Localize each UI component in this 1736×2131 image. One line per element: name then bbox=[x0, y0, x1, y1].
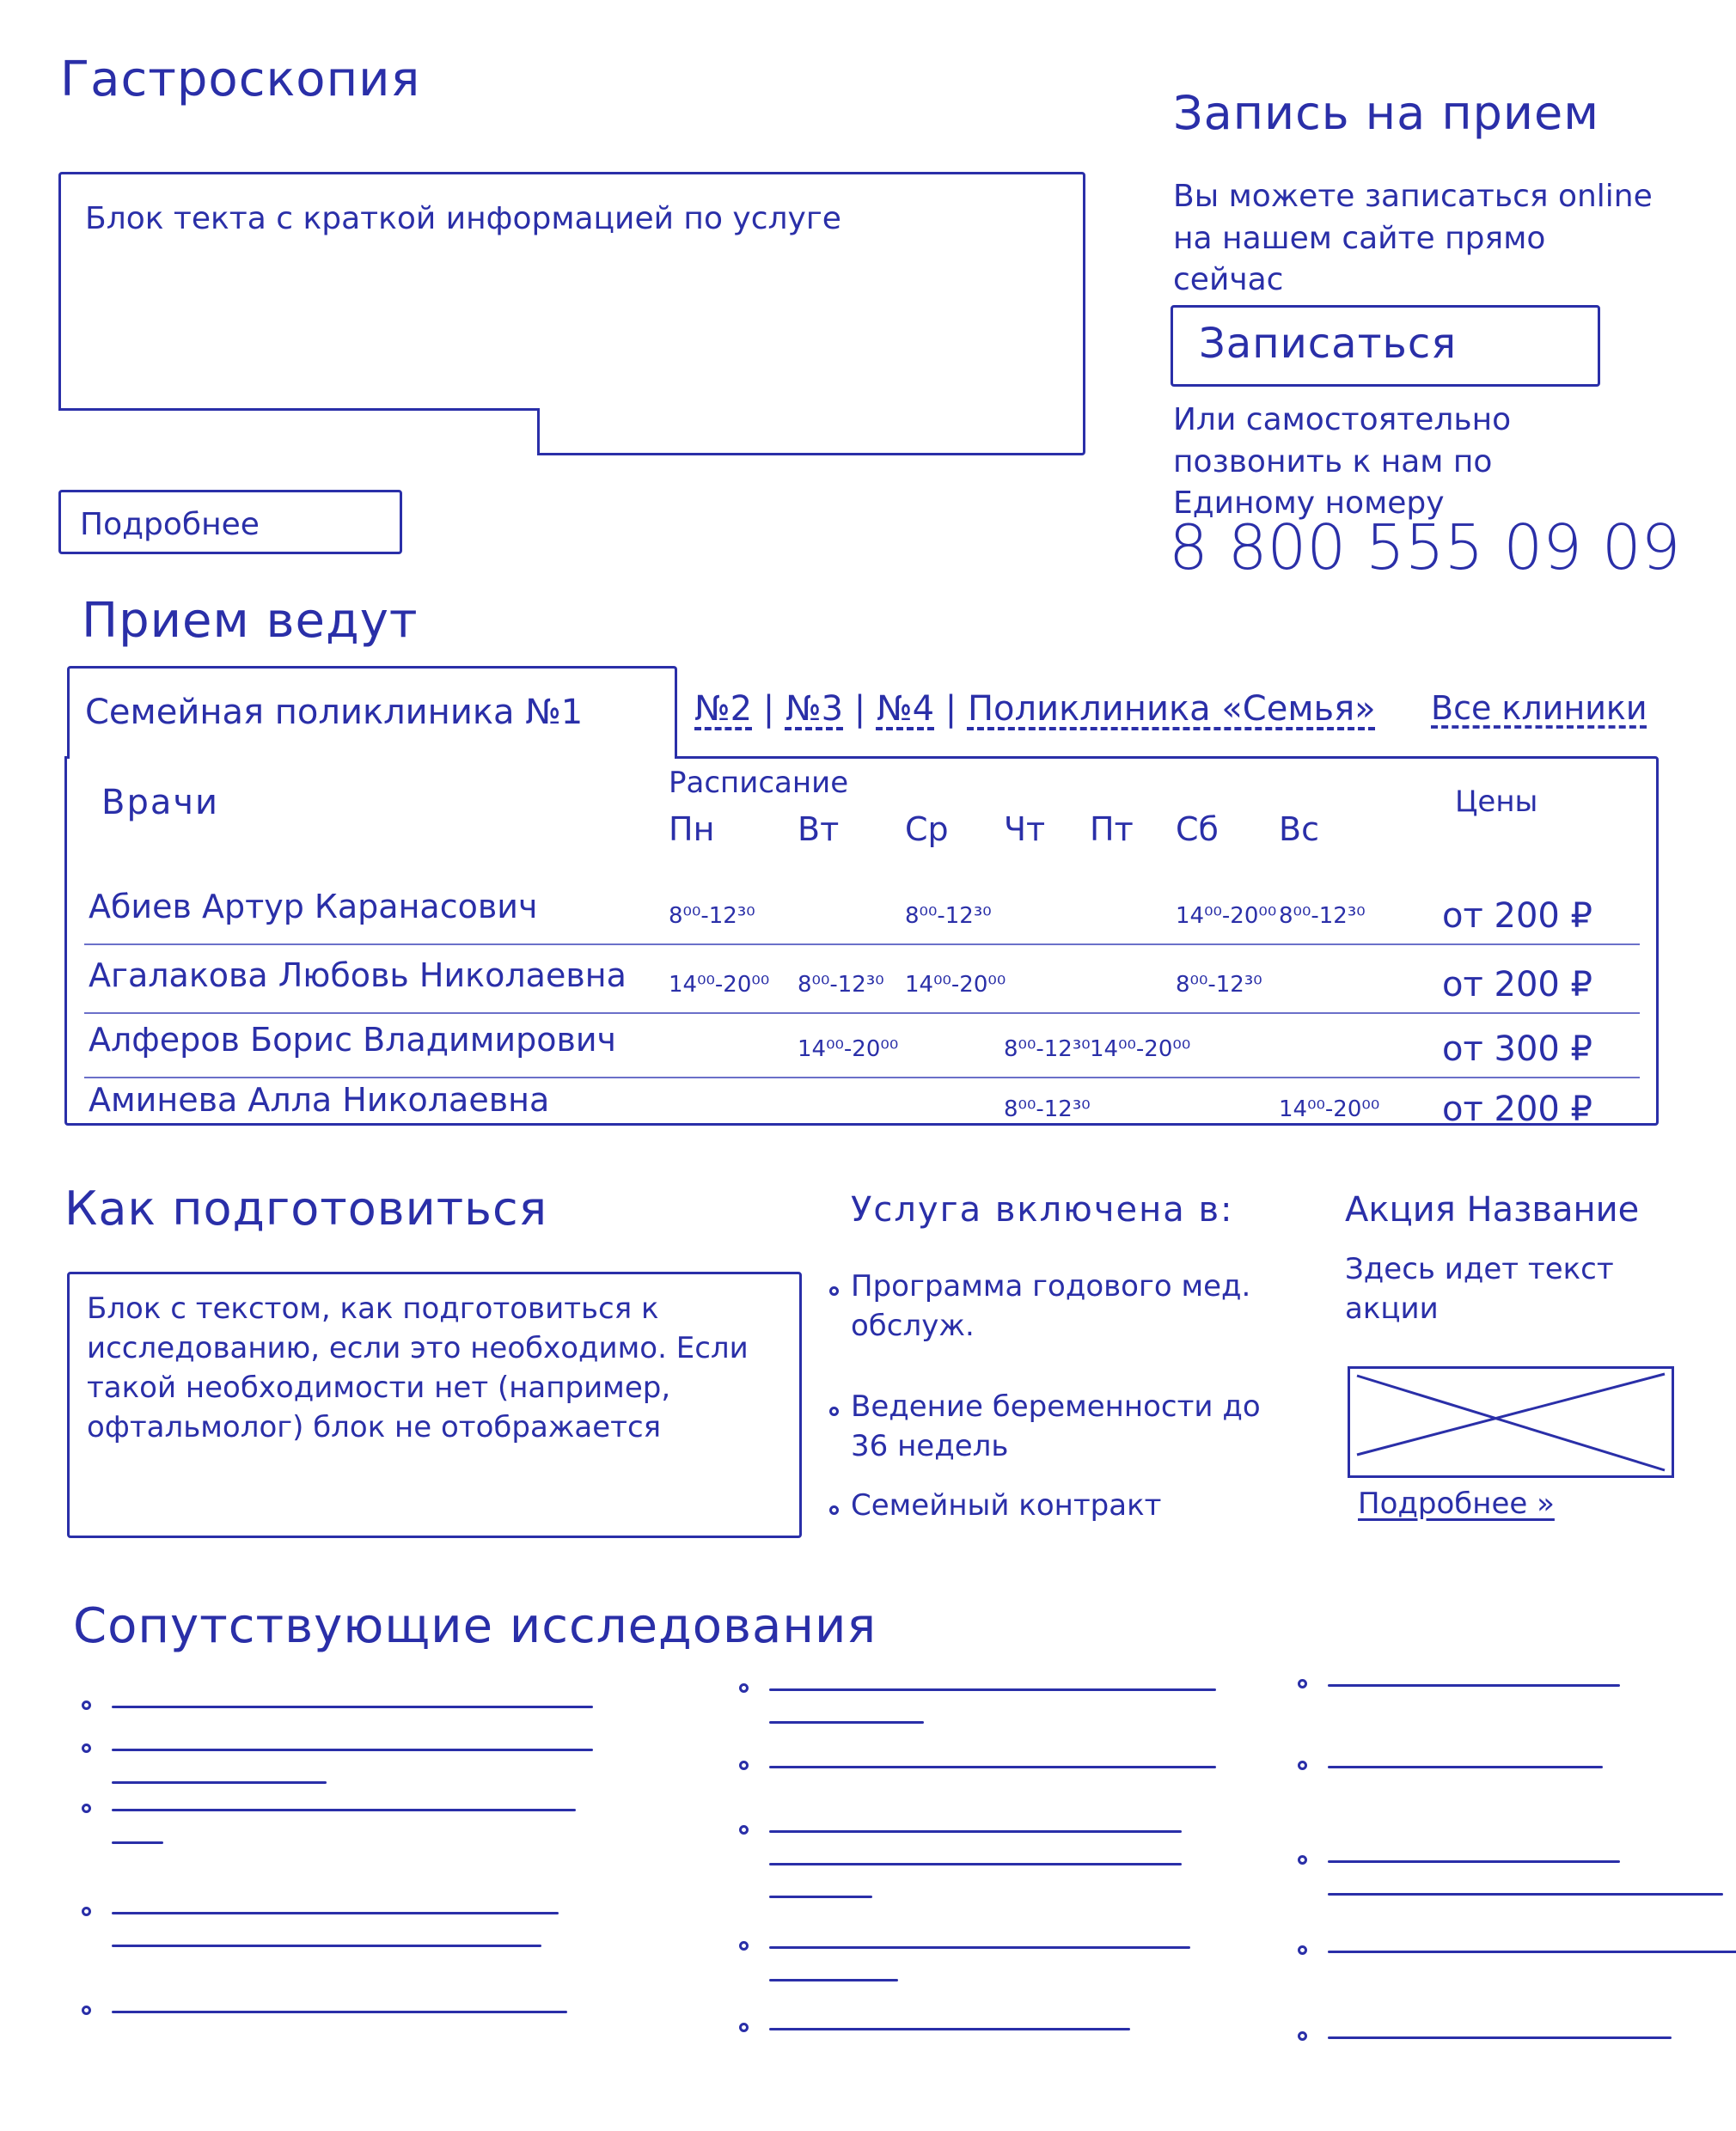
related-item-placeholder[interactable] bbox=[112, 1749, 593, 1751]
schedule-slot: 8⁰⁰-12³⁰ bbox=[798, 972, 884, 998]
doctors-heading: Прием ведут bbox=[82, 593, 419, 649]
related-item-placeholder[interactable] bbox=[1328, 1951, 1736, 1953]
bullet-icon bbox=[739, 1761, 749, 1770]
info-block bbox=[58, 172, 1085, 455]
promo-image-placeholder bbox=[1348, 1366, 1674, 1478]
doctor-name[interactable]: Агалакова Любовь Николаевна bbox=[89, 956, 627, 994]
col-schedule: Расписание bbox=[669, 766, 849, 800]
bullet-icon bbox=[82, 2006, 91, 2015]
day-3: Чт bbox=[1004, 810, 1046, 848]
more-button[interactable] bbox=[58, 490, 402, 554]
book-button-label: Записаться bbox=[1199, 320, 1458, 368]
row-divider bbox=[84, 1077, 1640, 1078]
schedule-slot: 8⁰⁰-12³⁰ bbox=[905, 903, 992, 929]
related-item-placeholder[interactable] bbox=[1328, 1766, 1603, 1768]
bullet-icon bbox=[82, 1701, 91, 1710]
related-item-placeholder[interactable] bbox=[112, 1781, 327, 1784]
day-0: Пн bbox=[669, 810, 715, 848]
bullet-icon bbox=[739, 1941, 749, 1951]
related-item-placeholder[interactable] bbox=[112, 1706, 593, 1708]
related-item-placeholder[interactable] bbox=[1328, 1860, 1620, 1863]
schedule-slot: 8⁰⁰-12³⁰ bbox=[669, 903, 755, 929]
bullet-icon bbox=[829, 1286, 839, 1296]
doctor-price: от 200 ₽ bbox=[1442, 965, 1592, 1004]
tab-label-1: Семейная поликлиника №1 bbox=[85, 693, 584, 732]
bullet-icon bbox=[1298, 1945, 1307, 1955]
col-prices: Цены bbox=[1455, 785, 1538, 819]
info-block-notch bbox=[58, 408, 540, 455]
related-item-placeholder[interactable] bbox=[769, 1721, 924, 1724]
schedule-slot: 8⁰⁰-12³⁰ bbox=[1279, 903, 1366, 929]
schedule-slot: 14⁰⁰-20⁰⁰ bbox=[1279, 1096, 1380, 1122]
bullet-icon bbox=[829, 1505, 839, 1515]
related-item-placeholder[interactable] bbox=[112, 2011, 567, 2013]
tabs-other: №2 | №3 | №4 | Поликлиника «Семья» bbox=[694, 689, 1376, 729]
bullet-icon bbox=[739, 1825, 749, 1835]
included-item[interactable]: Ведение беременности до 36 недель bbox=[851, 1389, 1261, 1463]
related-item-placeholder[interactable] bbox=[1328, 1893, 1723, 1896]
bullet-icon bbox=[82, 1804, 91, 1813]
bullet-icon bbox=[1298, 1761, 1307, 1770]
included-heading: Услуга включена в: bbox=[851, 1190, 1234, 1230]
related-item-placeholder[interactable] bbox=[112, 1912, 559, 1914]
bullet-icon bbox=[1298, 1855, 1307, 1865]
schedule-slot: 14⁰⁰-20⁰⁰ bbox=[669, 972, 770, 998]
doctor-price: от 200 ₽ bbox=[1442, 1090, 1592, 1129]
day-2: Ср bbox=[905, 810, 949, 848]
doctor-name[interactable]: Аминева Алла Николаевна bbox=[89, 1081, 550, 1119]
all-clinics-link[interactable]: Все клиники bbox=[1431, 689, 1647, 727]
doctor-price: от 200 ₽ bbox=[1442, 896, 1592, 936]
schedule-slot: 8⁰⁰-12³⁰ bbox=[1004, 1096, 1091, 1122]
doctor-name[interactable]: Абиев Артур Каранасович bbox=[89, 888, 538, 925]
schedule-slot: 14⁰⁰-20⁰⁰ bbox=[798, 1036, 899, 1062]
row-divider bbox=[84, 943, 1640, 945]
related-item-placeholder[interactable] bbox=[769, 1688, 1216, 1691]
day-5: Сб bbox=[1176, 810, 1219, 848]
placeholder-cross-icon bbox=[1350, 1369, 1672, 1475]
day-4: Пт bbox=[1090, 810, 1134, 848]
included-item[interactable]: Семейный контракт bbox=[851, 1488, 1162, 1523]
info-text: Блок текта с краткой информацией по услуге bbox=[85, 201, 841, 236]
related-item-placeholder[interactable] bbox=[112, 1841, 163, 1844]
doctors-table bbox=[64, 756, 1659, 1129]
related-item-placeholder[interactable] bbox=[1328, 1684, 1620, 1687]
bullet-icon bbox=[739, 2023, 749, 2032]
schedule-slot: 8⁰⁰-12³⁰ bbox=[1004, 1036, 1091, 1062]
related-item-placeholder[interactable] bbox=[769, 1766, 1216, 1768]
related-item-placeholder[interactable] bbox=[769, 1830, 1182, 1833]
day-6: Вс bbox=[1279, 810, 1319, 848]
book-button[interactable] bbox=[1171, 305, 1600, 387]
bullet-icon bbox=[829, 1407, 839, 1416]
more-button-label: Подробнее bbox=[80, 507, 260, 542]
tab-3[interactable]: №3 bbox=[785, 689, 844, 729]
doctor-price: от 300 ₽ bbox=[1442, 1029, 1592, 1069]
tab-2[interactable]: №2 bbox=[694, 689, 753, 729]
tab-4[interactable]: №4 bbox=[876, 689, 935, 729]
booking-online-text: Вы можете записаться online на нашем сайте прямо сейчас bbox=[1173, 179, 1653, 298]
tab-5[interactable]: Поликлиника «Семья» bbox=[967, 689, 1376, 729]
schedule-slot: 8⁰⁰-12³⁰ bbox=[1176, 972, 1262, 998]
col-doctors: Врачи bbox=[101, 783, 219, 822]
doctor-name[interactable]: Алферов Борис Владимирович bbox=[89, 1021, 616, 1059]
related-item-placeholder[interactable] bbox=[769, 1979, 898, 1981]
day-1: Вт bbox=[798, 810, 840, 848]
prepare-block bbox=[67, 1272, 802, 1538]
related-heading: Сопутствующие исследования bbox=[73, 1598, 877, 1654]
related-item-placeholder[interactable] bbox=[769, 1863, 1182, 1865]
booking-phone-text: Или самостоятельно позвонить к нам по Единому номеру bbox=[1173, 402, 1512, 522]
booking-heading: Запись на прием bbox=[1173, 86, 1599, 140]
included-item[interactable]: Программа годового мед. обслуж. bbox=[851, 1269, 1251, 1343]
related-item-placeholder[interactable] bbox=[769, 1896, 872, 1898]
related-item-placeholder[interactable] bbox=[769, 1946, 1190, 1949]
promo-text: Здесь идет текст акции bbox=[1345, 1252, 1614, 1326]
related-item-placeholder[interactable] bbox=[769, 2028, 1130, 2030]
bullet-icon bbox=[82, 1907, 91, 1916]
schedule-slot: 14⁰⁰-20⁰⁰ bbox=[1090, 1036, 1191, 1062]
prepare-heading: Как подготовиться bbox=[64, 1182, 548, 1236]
prepare-text: Блок с текстом, как подготовиться к исследованию, если это необходимо. Если такой необходимости нет (например, офтальмолог) блок не отображается bbox=[87, 1291, 749, 1444]
schedule-slot: 14⁰⁰-20⁰⁰ bbox=[1176, 903, 1277, 929]
bullet-icon bbox=[1298, 1679, 1307, 1688]
promo-heading: Акция Название bbox=[1345, 1190, 1640, 1230]
page-title: Гастроскопия bbox=[60, 52, 421, 107]
related-item-placeholder[interactable] bbox=[1328, 2036, 1672, 2039]
tab-active[interactable] bbox=[67, 666, 677, 759]
bullet-icon bbox=[1298, 2031, 1307, 2041]
booking-phone[interactable]: 8 800 555 09 09 bbox=[1169, 511, 1681, 583]
promo-more-link[interactable]: Подробнее » bbox=[1358, 1487, 1555, 1521]
bullet-icon bbox=[739, 1683, 749, 1693]
row-divider bbox=[84, 1012, 1640, 1014]
bullet-icon bbox=[82, 1743, 91, 1753]
related-item-placeholder[interactable] bbox=[112, 1945, 541, 1947]
related-item-placeholder[interactable] bbox=[112, 1809, 576, 1811]
schedule-slot: 14⁰⁰-20⁰⁰ bbox=[905, 972, 1006, 998]
